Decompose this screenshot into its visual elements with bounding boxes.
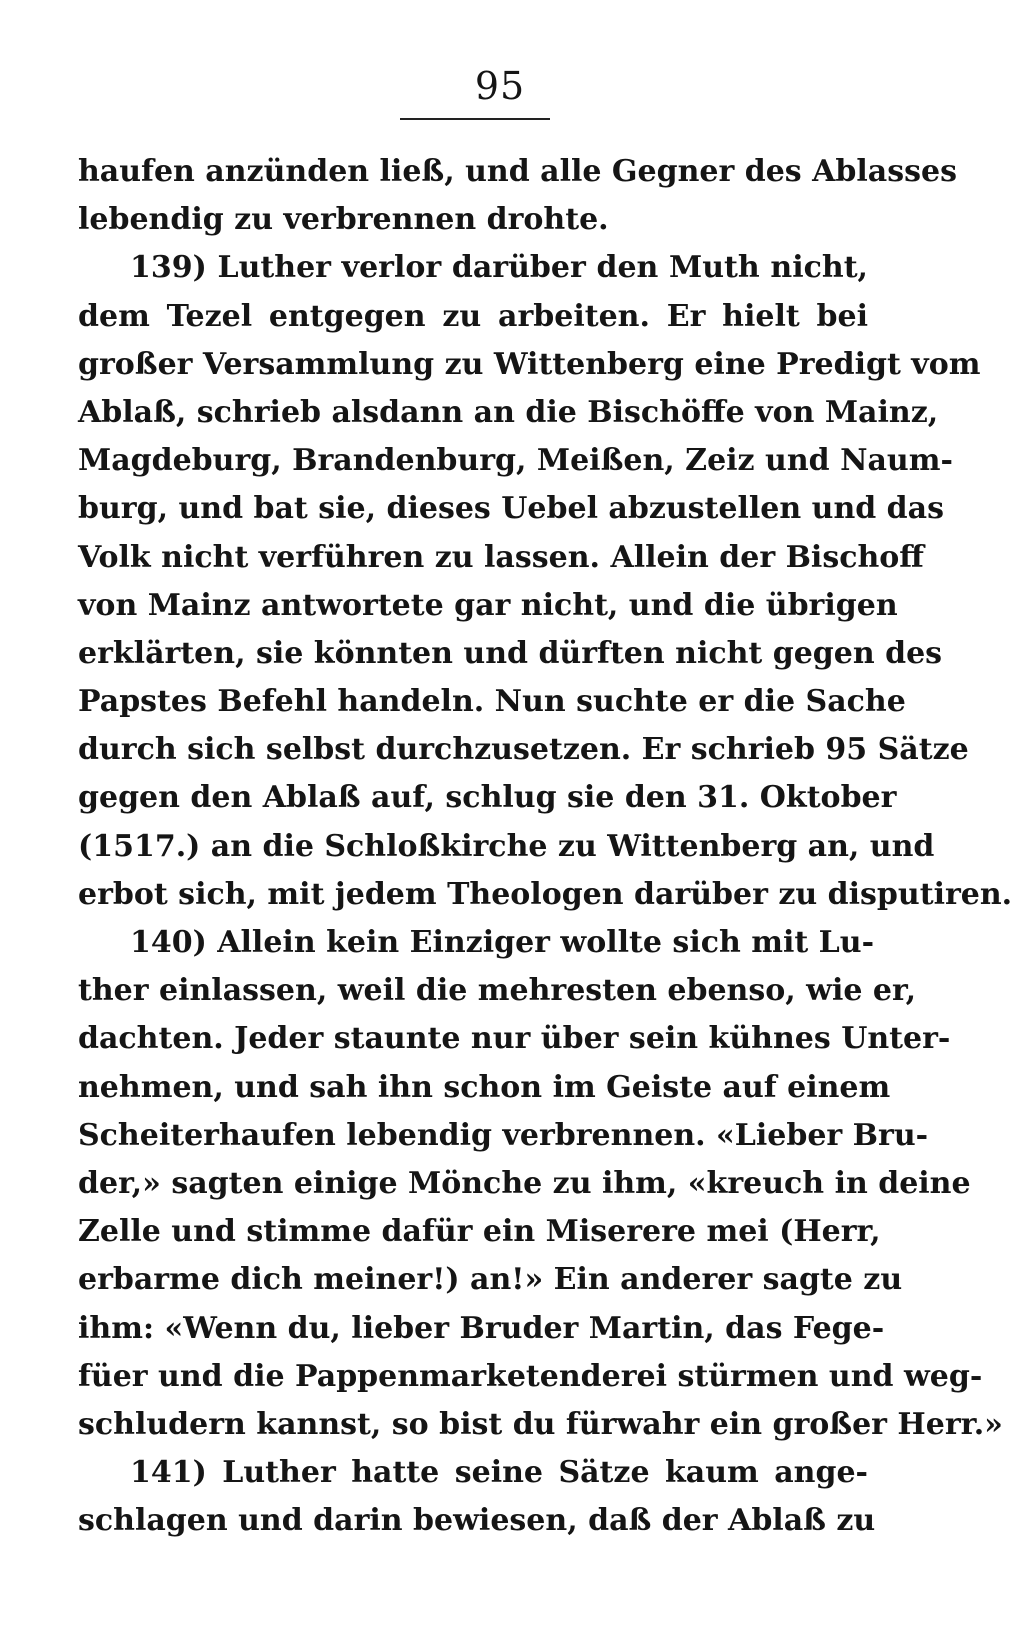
text-line: Volk nicht verführen zu lassen. Allein der Bischoff	[78, 539, 924, 575]
text-line: ther einlassen, weil die mehresten ebenso, wie er,	[78, 973, 917, 1009]
text-line: burg, und bat sie, dieses Uebel abzustellen und das	[78, 491, 944, 527]
text-line: (1517.) an die Schloßkirche zu Wittenberg an, und	[78, 828, 935, 864]
page-header	[0, 64, 1000, 108]
text-line: erbarme dich meiner!) an!» Ein anderer sagte zu	[78, 1262, 903, 1298]
page-number: 95	[474, 64, 526, 108]
text-line: schlagen und darin bewiesen, daß der Ablaß zu	[78, 1503, 876, 1539]
text-line: der,» sagten einige Mönche zu ihm, «kreuch in deine	[78, 1165, 971, 1201]
text-line: großer Versammlung zu Wittenberg eine Predigt vom	[78, 346, 981, 382]
text-line: schludern kannst, so bist du fürwahr ein großer Herr.»	[78, 1406, 1003, 1442]
text-line: Zelle und stimme dafür ein Miserere mei (Herr,	[78, 1214, 881, 1250]
text-line: Ablaß, schrieb alsdann an die Bischöffe von Mainz,	[78, 394, 939, 430]
text-line: nehmen, und sah ihn schon im Geiste auf einem	[78, 1069, 891, 1105]
text-line: Scheiterhaufen lebendig verbrennen. «Lieber Bru-	[78, 1117, 929, 1153]
header-rule	[400, 118, 550, 120]
text-line: 141) Luther hatte seine Sätze kaum ange-	[130, 1455, 868, 1491]
text-line: erklärten, sie könnten und dürften nicht gegen des	[78, 635, 943, 671]
text-line: dem Tezel entgegen zu arbeiten. Er hielt bei	[78, 298, 868, 334]
text-line: durch sich selbst durchzusetzen. Er schrieb 95 Sätze	[78, 732, 969, 768]
text-line: haufen anzünden ließ, und alle Gegner des Ablasses	[78, 154, 957, 189]
text-line: füer und die Pappenmarketenderei stürmen und weg-	[78, 1358, 983, 1394]
text-line: gegen den Ablaß auf, schlug sie den 31. Oktober	[78, 780, 897, 816]
text-line: 139) Luther verlor darüber den Muth nicht,	[130, 250, 868, 286]
text-line: 140) Allein kein Einziger wollte sich mit Lu-	[130, 925, 875, 960]
text-line: Papstes Befehl handeln. Nun suchte er die Sache	[78, 684, 906, 720]
text-line: dachten. Jeder staunte nur über sein kühnes Unter-	[78, 1021, 951, 1057]
text-line: Magdeburg, Brandenburg, Meißen, Zeiz und Naum-	[78, 443, 953, 479]
text-line: lebendig zu verbrennen drohte.	[78, 202, 609, 238]
text-line: ihm: «Wenn du, lieber Bruder Martin, das Fege-	[78, 1310, 885, 1346]
text-line: von Mainz antwortete gar nicht, und die übrigen	[78, 587, 898, 623]
text-line: erbot sich, mit jedem Theologen darüber zu disputiren.	[78, 876, 1012, 912]
body-text	[78, 148, 1012, 1545]
